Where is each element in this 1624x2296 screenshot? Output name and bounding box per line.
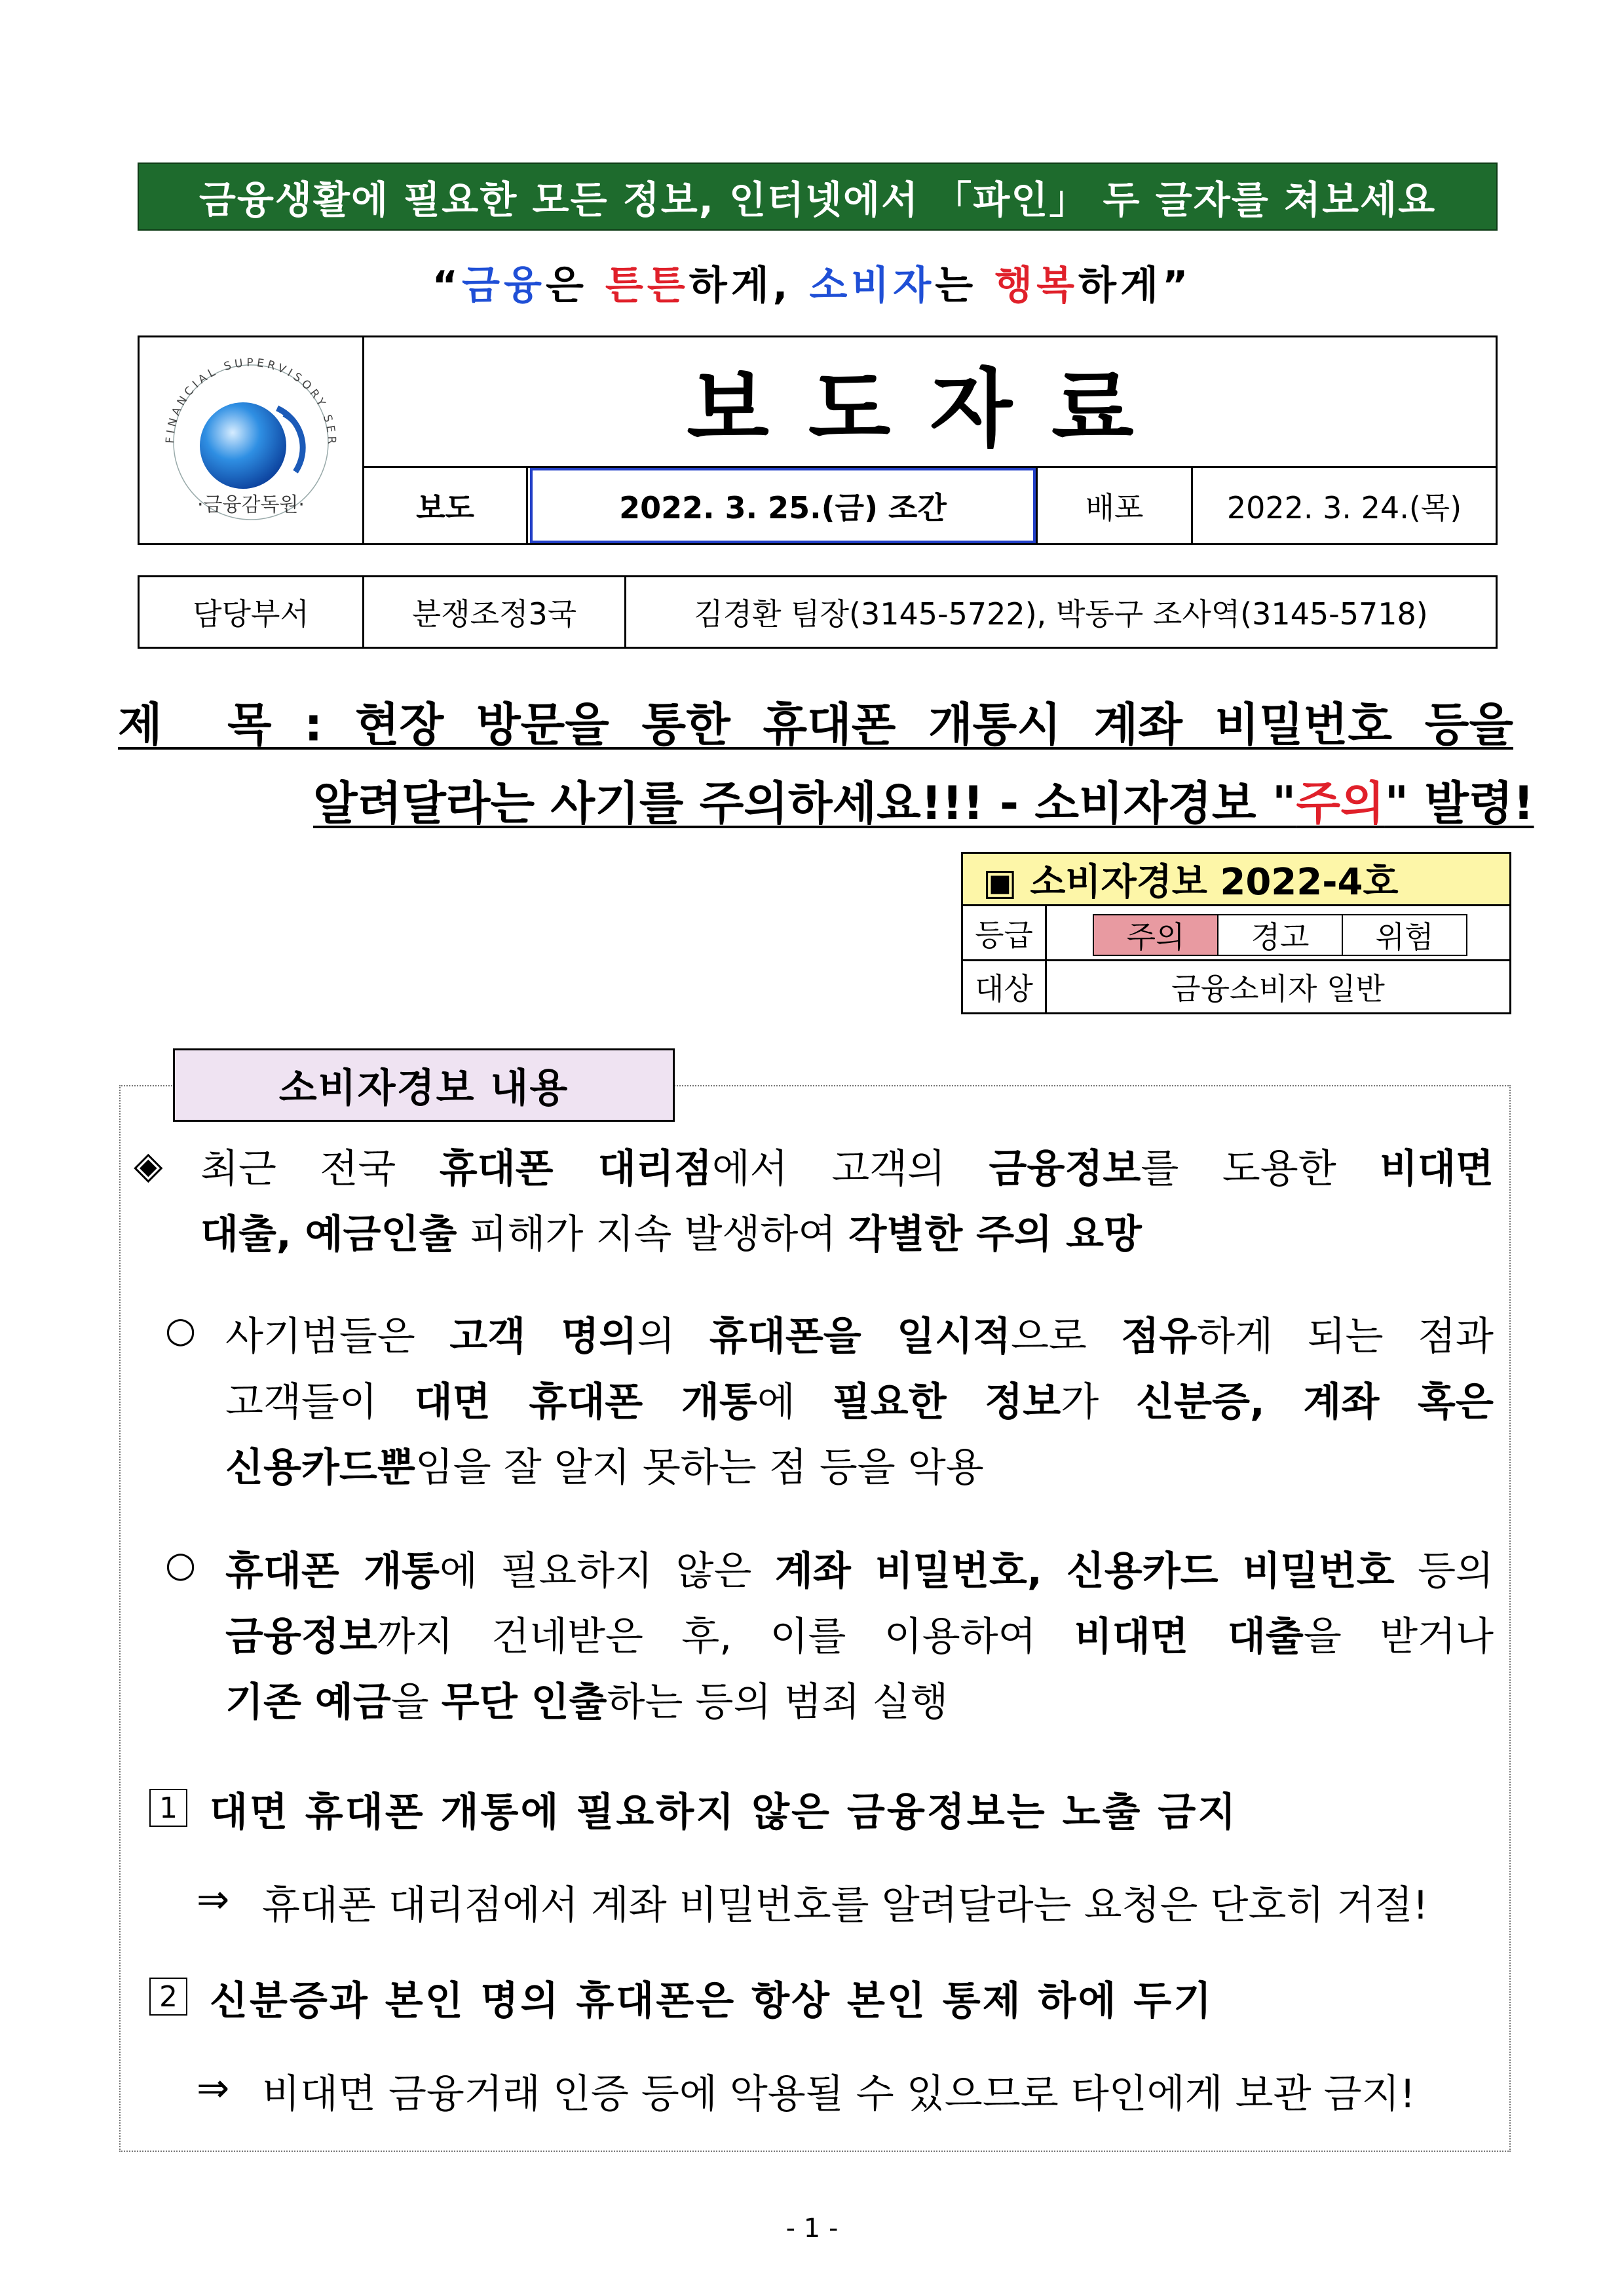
body-text: 하게 되는 점과 (1197, 1314, 1494, 1360)
department-table (138, 575, 1498, 649)
body-text: 을 (390, 1679, 442, 1725)
p3-line-1 (225, 1539, 1494, 1604)
body-text: 를 도용한 (1141, 1146, 1380, 1192)
alert-header: ▣ 소비자경보 2022-4호 (963, 854, 1509, 906)
emphasis-text: 무단 인출 (441, 1679, 607, 1725)
item-number-box: 2 (149, 1978, 187, 2016)
slogan-quote-open: “ (432, 263, 463, 309)
subject-text: 알려달라는 사기를 주의하세요!!! - 소비자경보 " (313, 776, 1296, 830)
emphasis-text: 신용카드뿐 (225, 1445, 415, 1491)
slogan-word: 하게, (689, 263, 810, 309)
slogan-word: 소비자 (809, 263, 935, 309)
emphasis-text: 점유 (1121, 1314, 1198, 1360)
body-text: 의 (637, 1314, 709, 1360)
logo-ring-text: FINANCIAL SUPERVISORY SER (163, 356, 339, 447)
item-number-box: 1 (149, 1789, 187, 1827)
slogan-word: 튼튼 (605, 263, 689, 309)
emphasis-text: 대면 휴대폰 개통 (414, 1379, 757, 1425)
slogan (0, 254, 1624, 311)
body-text: 까지 건네받은 후, 이를 이용하여 (377, 1614, 1074, 1660)
body-text: 피해가 지속 발생하여 (457, 1212, 849, 1257)
slogan-word: 은 (545, 263, 605, 309)
page-number: - 1 - (785, 2213, 839, 2244)
p3-line-2 (225, 1604, 1494, 1670)
body-text: 하는 등의 범죄 실행 (607, 1679, 949, 1725)
subject-line-2 (313, 767, 1534, 833)
emphasis-text: 금융정보 (225, 1614, 377, 1660)
emphasis-text: 휴대폰 대리점 (439, 1146, 712, 1192)
fss-logo (140, 337, 364, 543)
consumer-alert-box (961, 852, 1511, 1014)
bullet-circle: ○ (165, 1544, 197, 1585)
body-text: 최근 전국 (200, 1146, 440, 1192)
report-date: 2022. 3. 25.(금) 조간 (530, 468, 1036, 543)
report-label: 보도 (364, 468, 528, 543)
slogan-word: 는 (935, 263, 995, 309)
subject-highlight: 주의 (1296, 776, 1385, 830)
bullet-diamond: ◈ (134, 1143, 163, 1187)
arrow-icon: ⇒ (197, 2065, 230, 2111)
bullet-circle: ○ (165, 1309, 197, 1350)
body-text: 으로 (1010, 1314, 1122, 1360)
emphasis-text: 비대면 (1380, 1146, 1494, 1192)
emphasis-text: 금융정보 (989, 1146, 1141, 1192)
grade-warning: 경고 (1217, 914, 1343, 956)
slogan-word: 행복 (994, 263, 1079, 309)
emphasis-text: 휴대폰 개통 (225, 1548, 440, 1594)
grade-label: 등급 (963, 906, 1047, 961)
grade-caution: 주의 (1093, 914, 1218, 956)
p1-line-2 (200, 1202, 1494, 1267)
content-tab: 소비자경보 내용 (173, 1048, 675, 1122)
emphasis-text: 고객 명의 (449, 1314, 637, 1360)
slogan-word: 하게 (1078, 263, 1162, 309)
emphasis-text: 계좌 비밀번호, 신용카드 비밀번호 (774, 1548, 1395, 1594)
item-1-title: 대면 휴대폰 개통에 필요하지 않은 금융정보는 노출 금지 (210, 1789, 1238, 1835)
slogan-quote-close: ” (1161, 263, 1192, 309)
emphasis-text: 휴대폰을 일시적 (709, 1314, 1011, 1360)
emphasis-text: 기존 예금 (225, 1679, 391, 1725)
p1-line-1 (200, 1136, 1494, 1202)
grade-danger: 위험 (1342, 914, 1467, 956)
emphasis-text: 필요한 정보 (832, 1379, 1061, 1425)
press-release-title: 보도자료 (364, 337, 1496, 468)
p3-line-3 (225, 1670, 1494, 1735)
body-text: 에 (757, 1379, 833, 1425)
slogan-word: 금융 (462, 263, 546, 309)
emphasis-text: 비대면 대출 (1074, 1614, 1304, 1660)
target-value: 금융소비자 일반 (1171, 971, 1385, 1006)
item-2-detail: 비대면 금융거래 인증 등에 악용될 수 있으므로 타인에게 보관 금지! (262, 2071, 1416, 2117)
body-text: 에 필요하지 않은 (440, 1548, 775, 1594)
body-text: 사기범들은 (225, 1314, 450, 1360)
p2-line-2 (225, 1369, 1494, 1435)
body-text: 임을 잘 알지 못하는 점 등을 악용 (415, 1445, 984, 1491)
target-label: 대상 (963, 961, 1047, 1012)
body-text: 에서 고객의 (711, 1146, 989, 1192)
subject-line-1: 제 목 : 현장 방문을 통한 휴대폰 개통시 계좌 비밀번호 등을 (118, 698, 1513, 752)
body-text: 등의 (1394, 1548, 1494, 1594)
emphasis-text: 대출, 예금인출 (200, 1212, 457, 1257)
emphasis-text: 각별한 주의 요망 (848, 1212, 1142, 1257)
department-contacts: 김경환 팀장(3145-5722), 박동구 조사역(3145-5718) (694, 596, 1428, 632)
logo-korean-name: ·금융감독원· (197, 493, 305, 516)
body-text: 고객들이 (225, 1379, 415, 1425)
item-1-detail: 휴대폰 대리점에서 계좌 비밀번호를 알려달라는 요청은 단호히 거절! (262, 1883, 1429, 1928)
body-text: 을 받거나 (1303, 1614, 1494, 1660)
arrow-icon: ⇒ (197, 1877, 230, 1923)
distribute-label: 배포 (1036, 468, 1193, 543)
top-banner (138, 163, 1498, 231)
banner-text: 금융생활에 필요한 모든 정보, 인터넷에서 「파인」 두 글자를 쳐보세요 (198, 178, 1437, 222)
item-2-title: 신분증과 본인 명의 휴대폰은 항상 본인 통제 하에 두기 (210, 1978, 1214, 2024)
body-text: 가 (1061, 1379, 1137, 1425)
department-name: 분쟁조정3국 (364, 577, 626, 647)
press-header-table (138, 335, 1498, 545)
department-label: 담당부서 (140, 577, 364, 647)
distribute-date: 2022. 3. 24.(목) (1226, 489, 1462, 526)
subject-text: " 발령! (1384, 776, 1534, 830)
p2-line-3 (225, 1435, 1494, 1501)
p2-line-1 (225, 1304, 1494, 1369)
emphasis-text: 신분증, 계좌 혹은 (1136, 1379, 1494, 1425)
